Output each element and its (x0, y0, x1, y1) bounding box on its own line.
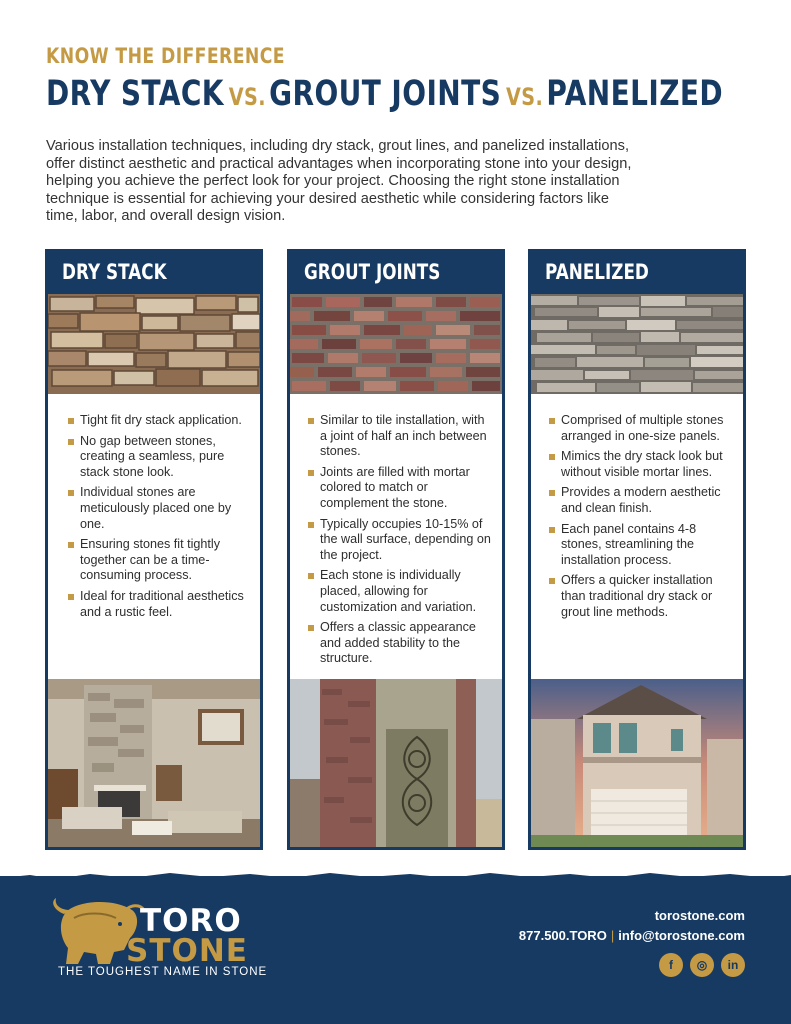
list-item: Provides a modern aesthetic and clean finish. (549, 485, 733, 516)
panelized-texture-image (531, 294, 743, 394)
linkedin-icon[interactable]: in (721, 953, 745, 977)
title-panelized: PANELIZED (546, 74, 724, 114)
title-vs-2: VS. (505, 83, 544, 111)
list-item: Individual stones are meticulously placed one by one. (68, 485, 250, 532)
card-panelized (528, 249, 746, 850)
living-room-photo (48, 679, 260, 847)
list-item: Ideal for traditional aesthetics and a rustic feel. (68, 589, 250, 620)
social-links (659, 953, 745, 977)
list-item: Joints are filled with mortar colored to match or complement the stone. (308, 465, 492, 512)
list-item: Offers a classic appearance and added stability to the structure. (308, 620, 492, 667)
card-grout-joints (287, 249, 505, 850)
dry-stack-bullet-list (48, 399, 260, 620)
card-dry-stack (45, 249, 263, 850)
list-item: Similar to tile installation, with a joint of half an inch between stones. (308, 413, 492, 460)
list-item: Each panel contains 4-8 stones, streamlining the installation process. (549, 522, 733, 569)
brand-name-toro: TORO (140, 903, 242, 939)
house-exterior-photo (531, 679, 743, 847)
contact-separator: | (610, 928, 615, 943)
section-kicker: KNOW THE DIFFERENCE (46, 44, 285, 68)
title-vs-1: VS. (228, 83, 266, 111)
stone-column-photo (290, 679, 502, 847)
panelized-bullet-list (531, 399, 743, 620)
email-link[interactable]: info@torostone.com (618, 928, 745, 943)
title-dry-stack: DRY STACK (46, 74, 224, 114)
list-item: Comprised of multiple stones arranged in one-size panels. (549, 413, 733, 444)
list-item: No gap between stones, creating a seamless, pure stack stone look. (68, 434, 250, 481)
list-item: Offers a quicker installation than traditional dry stack or grout line methods. (549, 573, 733, 620)
intro-paragraph: Various installation techniques, including dry stack, grout lines, and panelized installations, offer distinct aesthetic and practical advantages when incorporating stone into your design, helping you achieve the perfect look for your project. Choosing the right stone installation technique is essential for achieving your desired aesthetic while considering factors like time, labor, and overall design vision. (46, 138, 632, 224)
brand-tagline: THE TOUGHEST NAME IN STONE (58, 966, 268, 978)
card-title: PANELIZED (531, 249, 743, 294)
page-title (46, 74, 723, 114)
card-title: GROUT JOINTS (290, 249, 502, 294)
list-item: Ensuring stones fit tightly together can be a time-consuming process. (68, 537, 250, 584)
list-item: Mimics the dry stack look but without visible mortar lines. (549, 449, 733, 480)
list-item: Each stone is individually placed, allowing for customization and variation. (308, 568, 492, 615)
facebook-icon[interactable]: f (659, 953, 683, 977)
website-link[interactable]: torostone.com (654, 908, 745, 923)
grout-joints-bullet-list (290, 399, 502, 667)
title-grout-joints: GROUT JOINTS (269, 74, 502, 114)
card-title: DRY STACK (48, 249, 260, 294)
grout-joint-texture-image (290, 294, 502, 394)
dry-stack-texture-image (48, 294, 260, 394)
list-item: Typically occupies 10-15% of the wall surface, depending on the project. (308, 517, 492, 564)
contact-line (519, 928, 745, 943)
instagram-icon[interactable]: ◎ (690, 953, 714, 977)
brand-name-stone: STONE (126, 933, 248, 969)
list-item: Tight fit dry stack application. (68, 413, 250, 429)
phone-number[interactable]: 877.500.TORO (518, 928, 607, 943)
